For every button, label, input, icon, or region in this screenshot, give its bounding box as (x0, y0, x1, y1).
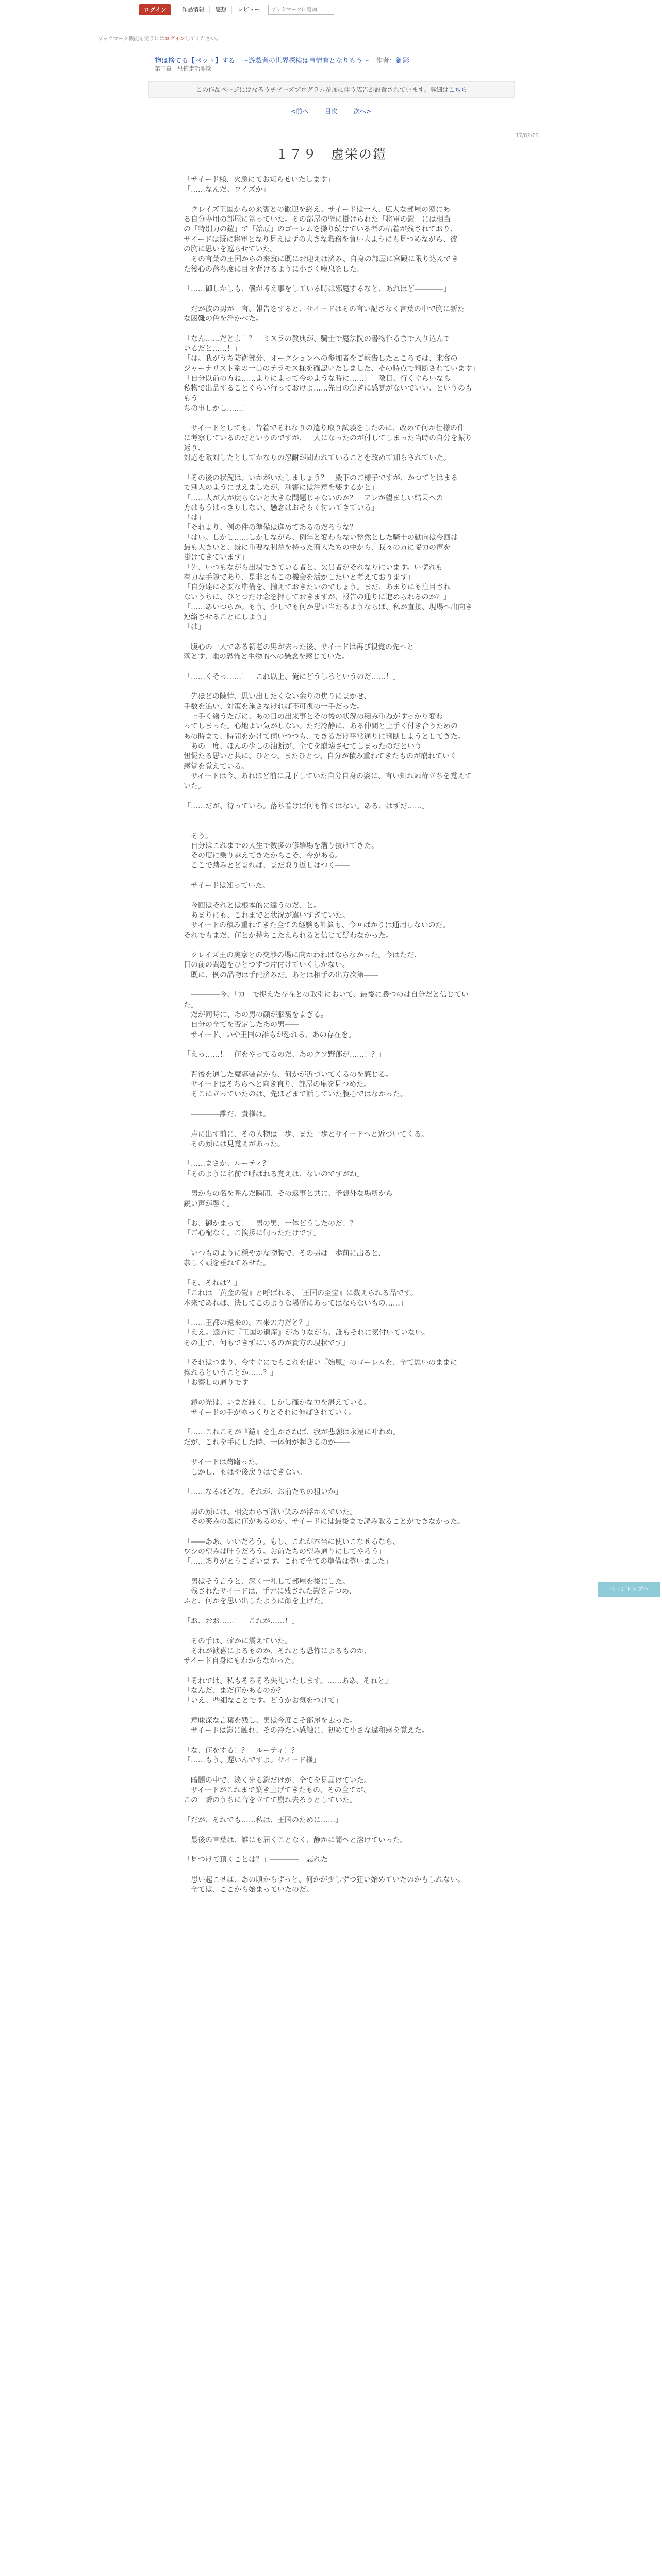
body-line: 「お、おお……！ これが……！」 (184, 1617, 299, 1626)
body-line: 「……もう、遅いんですよ。サイード様」 (184, 1756, 321, 1765)
body-line (184, 195, 478, 205)
body-line (184, 1120, 478, 1129)
body-line: 全ては、ここから始まっていたのだ。 (184, 1886, 313, 1894)
body-line (184, 891, 478, 901)
body-line (184, 1825, 478, 1835)
body-line: 「その後の状況は。いかがいたしましょう？ 殿下のご様子ですが、かつてとはまる (184, 473, 458, 482)
body-line: いつものように穏やかな物腰で、その男は一歩前に出ると、 (184, 1249, 386, 1258)
body-line (184, 1806, 478, 1816)
body-line (184, 1567, 478, 1577)
body-line: サイードの積み重ねてきた全ての経験も計算も、今回ばかりは通用しないのだ。 (184, 921, 450, 930)
body-line: 意味深な言葉を残し、男は今度こそ部屋を去った。 (184, 1717, 357, 1725)
body-line (184, 633, 478, 642)
bookmark-hint-suffix: してください。 (185, 36, 221, 42)
body-line: いるだと……！」 (184, 345, 241, 353)
series-title (155, 55, 409, 65)
body-line: 「――ああ、いいだろう。もし、これが本当に使いこなせるなら、 (184, 1537, 400, 1546)
body-line: その言葉の王国からの来賓に既にお迎えは済み、自身の部屋に宮殿に限り込んでき (184, 255, 458, 264)
body-line: 「そ、それは？」 (184, 1279, 241, 1287)
body-line: 先ほどの陳情、思い出したくない余りの焦りにまかせ、 (184, 692, 371, 701)
body-line: ふと、何かを思い出したように顔を上げた。 (184, 1597, 328, 1606)
body-line: 「ええ。遠方に『王国の遺産』がありながら、誰もそれに気付いていない。 (184, 1329, 429, 1337)
body-line: ワシの望みは叶うだろう。お前たちの望み通りにしてやろう」 (184, 1547, 386, 1556)
body-line: その度に乗り越えてきたからこそ、今がある。 (184, 852, 342, 860)
body-line: 上手く繕うたびに、あの日の出来事とその後の状況の積み重ねがすっかり変わ (184, 713, 443, 721)
ad-notice (148, 81, 515, 98)
body-line: だが彼の男が一言、報告をすると、サイードはその言い記さなく言葉の中で胸に新た (184, 304, 465, 313)
body-line (184, 1497, 478, 1507)
body-line: 腹心の一人である初老の男が去った後、サイードは再び視覚の先へと (184, 642, 415, 651)
body-line: 「これは『黄金の鎧』と呼ばれる、『王国の至宝』に数えられる品です。 (184, 1289, 418, 1298)
body-line: な困難の色を浮かべた。 (184, 315, 263, 324)
body-line: 最も大きいと、既に重要な利益を持った商人たちの中から、我々の方に協力の声を (184, 543, 451, 552)
body-line (184, 1309, 478, 1318)
body-line: 「先、いつもながら出場できている者と、欠員者がそれなりにいます。いずれも (184, 563, 443, 572)
bookmark-hint (98, 34, 221, 42)
body-line (184, 1239, 478, 1249)
body-line: 私物で出品することぐらい行っておけよ……先日の急ぎに感覚がないでいい、というのももう (184, 384, 472, 403)
body-line: で別人のように見えましたが、利害には注意を要するかと」 (184, 484, 378, 493)
series-title-link[interactable]: 物は捨てる【ペット】する ～遊戯者の世界探検は事情有となりもう～ (155, 57, 370, 65)
body-line: 「いえ、些細なことです。どうかお気をつけて」 (184, 1697, 342, 1705)
pager-top (0, 107, 662, 115)
body-line: クレイズ王の実家との交渉の場に向かわねばならなかった。今はただ、 (184, 951, 422, 960)
body-line: サイードは躊躇った。 (184, 1458, 263, 1467)
body-line: 「えっ……！ 何をやってるのだ、あのクソ野郎が……！？」 (184, 1050, 386, 1059)
body-line: サイードの手がゆっくりとそれに伸ばされていく。 (184, 1408, 356, 1417)
body-line (184, 791, 478, 801)
body-line: 男からの名を呼んだ瞬間、その返事と共に、予想外な場所から (184, 1190, 393, 1198)
body-line: だが同時に、あの男の顔が脳裏をよぎる。 (184, 1010, 328, 1019)
body-line: 「自分達に必要な準備を、揃えておきたいのでしょう。まだ、あまりにも注目され (184, 583, 451, 592)
body-line: 対応を敵対したとしてかなりの忍耐が問われていることを改めて知らされていた。 (184, 454, 451, 463)
body-line: 操れるということか……？」 (184, 1368, 277, 1377)
body-line (184, 1388, 478, 1398)
body-line (184, 682, 478, 692)
body-line: ここで踏みとどまれば、まだ取り返しはつく―― (184, 861, 350, 870)
body-line (184, 1418, 478, 1428)
body-line (184, 1766, 478, 1776)
body-line: 落とす、地の恐怖と生物的への懸念を感じていた。 (184, 653, 349, 662)
body-line (184, 1527, 478, 1537)
body-line: 有力な手際であり、是非ともこの機会を活かしたいと考えております」 (184, 573, 415, 582)
body-line: あまりにも、これまでと状況が違いすぎていた。 (184, 911, 350, 920)
body-line: る自分専用の部屋に篭っていた。その部屋の壁に掛けられた「将軍の鎧」には相当 (184, 215, 451, 224)
toc-link[interactable]: 目次 (324, 108, 337, 115)
nav-review[interactable]: レビュー (231, 6, 265, 14)
body-line: 「……御しかしも、儀が考え事をしている時は邪魔するなと、あれほど――――」 (184, 285, 451, 294)
body-line: 今回はそれとは根本的に違うのだ、と。 (184, 901, 321, 910)
body-line: 「だが、それでも……私は、王国のために……」 (184, 1816, 342, 1824)
body-line (184, 275, 478, 284)
notice-link[interactable]: こちら (448, 86, 467, 93)
body-line: ――――誰だ、貴様は。 (184, 1110, 270, 1118)
body-line: 自分はこれまでの人生で数多の修羅場を潜り抜けてきた。 (184, 841, 378, 850)
body-line: 残されたサイードは、手元に残された鎧を見つめ、 (184, 1587, 356, 1596)
body-line: 「……なんだ、ワイズか」 (184, 185, 270, 194)
body-line: 声に出す前に、その人物は一歩、また一歩とサイードへと近づいてくる。 (184, 1130, 429, 1139)
body-line: サイードは今、あれほど前に見下していた自分自身の姿に、言い知れぬ苛立ちを覚えていた。 (184, 772, 472, 791)
body-line: 連絡させることにしよう」 (184, 613, 270, 622)
login-button[interactable]: ログイン (139, 4, 171, 15)
body-line: 「は」 (184, 623, 205, 632)
body-line: 「それでは、私もそろそろ失礼いたします。……ああ、それと」 (184, 1676, 392, 1685)
body-line (184, 1667, 478, 1676)
body-line: た後心の落ち度に目を背けるように小さく嘆息をした。 (184, 265, 364, 274)
bookmark-input[interactable] (268, 5, 334, 15)
body-line: 「……だが、待っていろ。落ち着けば何も怖くはない。ある、はずだ……」 (184, 802, 429, 810)
body-line (184, 1626, 478, 1636)
body-line (184, 1348, 478, 1358)
body-line (184, 941, 478, 951)
bookmark-login-link[interactable]: ログイン (164, 36, 185, 42)
body-line (184, 1209, 478, 1219)
body-line: 「お、御かまって！ 男の男、一体どうしたのだ！？」 (184, 1219, 364, 1228)
body-line: 本来であれば、決してこのような場所にあってはならないもの……」 (184, 1299, 407, 1308)
body-line: 「そのように名前で呼ばれる覚えは、ないのですがね」 (184, 1170, 364, 1178)
body-line: 掛けてきています」 (184, 553, 249, 562)
body-line: 「……なるほどな。それが、お前たちの狙いか」 (184, 1488, 342, 1497)
body-line: ジャーナリスト系の一員のテラモス様を確認いたしました、その時点で判断されています」 (184, 364, 479, 373)
body-line: 既に、例の品物は手配済みだ。あとは相手の出方次第―― (184, 971, 378, 979)
author-label: 作者： (376, 57, 396, 65)
body-line: 「は。我がうち防衛部分、オークションへの参加者をご報告したところでは、来客の (184, 354, 458, 363)
body-line: 最後の言葉は、誰にも届くことなく、静かに闇へと溶けていった。 (184, 1836, 407, 1844)
body-line: 「ご心配なく。ご挨拶に伺っただけです」 (184, 1229, 321, 1238)
body-line: 「は」 (184, 514, 205, 522)
body-line: 背後を通した魔導装置から、何かが近づいてくるのを感じる。 (184, 1070, 393, 1079)
body-line: 「見つけて頂くことは？」――――「忘れた」 (184, 1856, 335, 1865)
body-line: サイードとしても、昔着でそれなりの遣り取り試験をしたのに、改めて何か仕様の件 (184, 424, 465, 433)
body-line: クレイズ王国からの来賓との歓迎を終え、サイードは一人、広大な部屋の窓にあ (184, 205, 451, 214)
body-line: 暗闇の中で、淡く光る鎧だけが、全てを見届けていた。 (184, 1776, 371, 1785)
body-line (184, 295, 478, 304)
body-line (184, 1865, 478, 1875)
post-date: 17/82/29 (516, 133, 539, 139)
body-line (184, 821, 478, 831)
site-header (0, 0, 662, 20)
body-line: サイードはそちらへと向き直り、部屋の扉を見つめた。 (184, 1080, 371, 1089)
body-line: サイード、いや王国の誰もが恐れる、あの存在を。 (184, 1030, 356, 1039)
body-line: 「サイード様、火急にてお知らせいたします」 (184, 176, 335, 184)
body-line: この一瞬のうちに音を立てて崩れ去ろうとしていた。 (184, 1796, 357, 1805)
chapter-title: １７９ 虚栄の鎧 (275, 147, 387, 162)
body-line: 男の顔には、相変わらず薄い笑みが浮かんでいた。 (184, 1507, 357, 1516)
body-line (184, 1845, 478, 1855)
nav-work-info[interactable]: 作品情報 (176, 6, 209, 14)
body-line: 「……人が人が戻らないと大きな問題じゃないのか？ アレが望ましい結果への (184, 494, 443, 502)
body-line: 「……くそっ……！ これ以上、俺にどうしろというのだ……！」 (184, 672, 400, 681)
body-line (184, 1149, 478, 1159)
body-line: それが歓喜によるものか、それとも恐怖によるものか、 (184, 1647, 371, 1655)
body-line: そう。 (184, 832, 212, 840)
nav-impressions[interactable]: 感想 (209, 6, 231, 14)
body-line: の胸に思いを巡らせていた。 (184, 245, 277, 254)
body-line (184, 1736, 478, 1746)
body-line: 「自分以前の方ね……よりによって今のような時に……！ 敵目、行くぐらいなら (184, 374, 451, 383)
body-line: その手は、確かに震えていた。 (184, 1637, 292, 1646)
body-line: その上で、何もできずにいるのが貴方の現状です」 (184, 1338, 350, 1347)
body-line (184, 980, 478, 990)
body-line: ってしまった。心地よい気がしない。ただ冷静に、ある仲間と上手く付き合うための (184, 722, 458, 731)
body-line: 「……ありがとうございます。これで全ての準備は整いました」 (184, 1557, 392, 1566)
author-link[interactable]: 御影 (396, 57, 410, 65)
body-line: の「特別力の鎧」で「始原」のゴーレムを操り続けている者の粘着が残されており、 (184, 225, 458, 234)
body-line: サイード自身にもわからなかった。 (184, 1657, 299, 1666)
body-line (184, 1478, 478, 1487)
body-line: 「な、何をする！？ ルーティ！？」 (184, 1746, 306, 1755)
body-line (184, 1448, 478, 1458)
body-line (184, 414, 478, 423)
body-line: 「それより、例の件の準備は進めてあるのだろうな？」 (184, 523, 364, 532)
body-line: ちの事しかし……！」 (184, 404, 256, 413)
page-top-button[interactable]: ページトップへ (598, 1582, 660, 1597)
body-line (184, 464, 478, 473)
body-line (184, 324, 478, 334)
body-line: 感覚を覚えている。 (184, 762, 249, 771)
body-line: ないうちに、ひとつだけ念を押しておきますが、報告の通りに進められるのか？」 (184, 593, 451, 602)
bookmark-hint-prefix: ブックマーク機能を使うには (98, 36, 165, 42)
body-line: に考察しているのだというのですが、一人になったのが付してしまった当時の自分を振り返り、 (184, 434, 472, 453)
body-line: 鋭い声が響く。 (184, 1199, 234, 1208)
body-line: 男はそう言うと、深く一礼して部屋を後にした。 (184, 1577, 350, 1586)
body-line: 「なんだ、まだ何かあるのか？」 (184, 1687, 292, 1696)
body-line: 目の前の問題をひとつずつ片付けていくしかない。 (184, 961, 350, 970)
body-line: そこに立っていたのは、先ほどまで話していた腹心ではなかった。 (184, 1090, 407, 1099)
body-line: 手数を追い、対策を施さなければ不可視の一手だった。 (184, 702, 364, 711)
body-line (184, 1060, 478, 1070)
body-line (184, 871, 478, 881)
body-line: 「……王都の遠来の、本来の力だと？」 (184, 1319, 313, 1328)
body-line: サイードは知っていた。 (184, 882, 270, 890)
body-line: 思い起こせば、あの頃からずっと、何かが少しずつ狂い始めていたのかもしれない。 (184, 1875, 465, 1884)
body-line: サイードがこれまで築き上げてきたもの、その全てが、 (184, 1786, 371, 1795)
novel-body (184, 175, 478, 1895)
body-line: 「なん……だとよ！？ ミスラの教典が、騎士で魔法院の書物作るまで入り込んで (184, 334, 451, 343)
body-line (184, 1179, 478, 1189)
body-line: 「お察しの通りです」 (184, 1378, 256, 1387)
body-line: 「はい。しかし……しかしながら、例年と変わらない整然とした騎士の動向は今回は (184, 533, 458, 542)
body-line: 自分の全てを否定したあの男―― (184, 1021, 299, 1029)
body-line: 「……これこそが『鎧』を生かさねば、我が悲願は永遠に叶わぬ。 (184, 1428, 400, 1437)
next-link[interactable]: 次へ> (353, 108, 371, 115)
body-line: 「……まさか、ルーティ？」 (184, 1160, 277, 1168)
body-line: 方はもうはっきりしない、懸念はおそらく付いてきている」 (184, 503, 378, 512)
body-line: それでもまだ、何とか持ちこたえられると信じて疑わなかった。 (184, 931, 393, 940)
body-line (184, 1040, 478, 1050)
chapter-group-label: 第三章 恐怖走話詐欺 (155, 65, 211, 72)
body-line: 「それはつまり、今すぐにでもこれを使い『始原』のゴーレムを、全て思いのままに (184, 1359, 458, 1367)
body-line: 忸怩たる思いと共に、ひとつ、またひとつ、自分が積み重ねてきたものが崩れていく (184, 752, 457, 761)
body-line: 恭しく頭を垂れてみせた。 (184, 1259, 270, 1268)
body-line: その笑みの奥に何があるのか、サイードには最後まで読み取ることができなかった。 (184, 1518, 465, 1527)
body-line (184, 1100, 478, 1110)
body-line: あの時まで、時間をかけて伺いつつも、できるだけ平常通りに判断しようとしてきた。 (184, 732, 465, 741)
body-line (184, 1269, 478, 1279)
body-line (184, 1706, 478, 1716)
body-line (184, 811, 478, 821)
notice-text: この作品ページにはなろうチアーズプログラム参加に伴う広告が設置されています。詳細は (196, 86, 449, 93)
body-line: その顔には見覚えがあった。 (184, 1140, 285, 1148)
prev-link[interactable]: <前へ (291, 108, 309, 115)
body-line: 「……あいつらか。もう、少しでも何か思い当たるようならば、私が直接、現場へ出向き (184, 603, 472, 612)
body-line: ――――今、「力」で捉えた存在との取引において、最後に勝つのは自分だと信じていた。 (184, 991, 469, 1009)
header-nav (139, 4, 334, 15)
body-line: だが、これを手にした時、一体何が起きるのか――」 (184, 1438, 357, 1447)
body-line: 鎧の光は、いまだ鈍く、しかし確かな力を湛えている。 (184, 1398, 371, 1407)
body-line: しかし、もはや後戻りはできない。 (184, 1468, 306, 1477)
body-line: サイードは既に将軍となり見えはずの大きな職務を負い大ようにも見つめながら、彼 (184, 235, 458, 244)
body-line (184, 663, 478, 672)
body-line: あの一度、ほんの少しの油断が、全てを崩壊させてしまったのだという (184, 742, 422, 751)
body-line: サイードは鎧に触れ、その冷たい感触に、初めて小さな違和感を覚えた。 (184, 1726, 429, 1735)
body-line (184, 1607, 478, 1617)
